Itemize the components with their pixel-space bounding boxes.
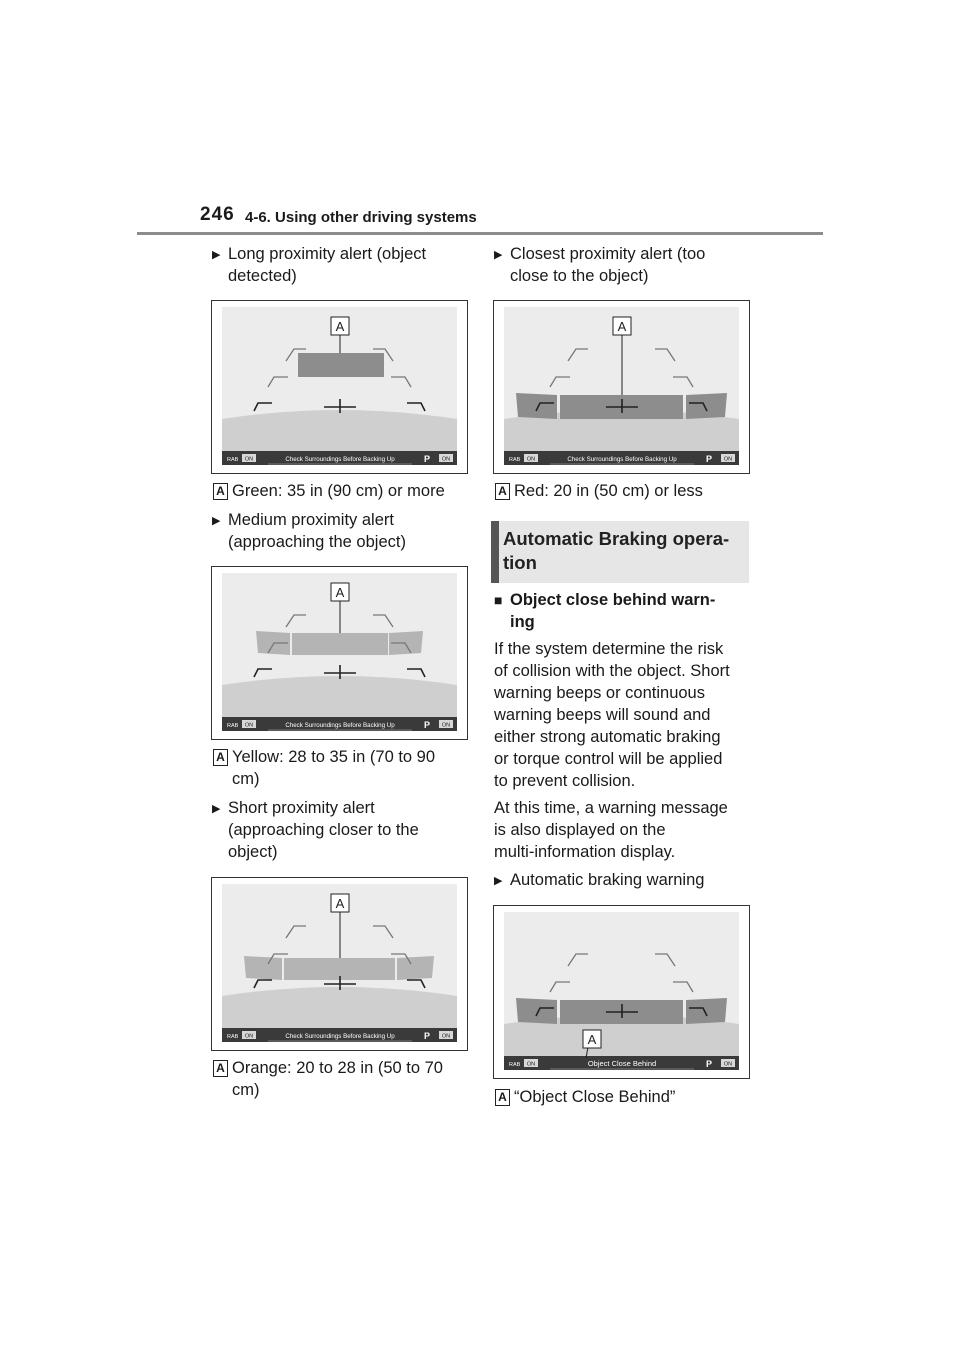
callout-label: A [587,1032,597,1047]
display-closest-proximity [493,300,750,474]
label-marker: A [213,1060,228,1077]
bullet-long-proximity: ▶ Long proximity alert (object detected) [212,245,427,285]
callout-label: A [335,319,345,334]
detection-bar-left [244,956,282,980]
detection-bar-left [516,998,557,1024]
park-on-label: ON [723,1061,733,1068]
paragraph-warning-message: At this time, a warning message is also displayed on the multi-information display. [494,799,728,861]
paragraph-risk: If the system determine the risk of collision with the object. Short warning beeps or continuous warning beeps will sound and either strong automatic braking or torque control will be applied to prevent collision. [494,640,730,790]
bullet-closest-proximity: ▶ Closest proximity alert (too close to the object) [494,245,706,285]
label-marker: A [495,1089,510,1106]
rab-label: RAB [509,1062,521,1068]
display-medium-proximity [211,566,468,740]
rab-on-label: ON [244,722,254,729]
status-message: Check Surroundings Before Backing Up [285,456,395,463]
display-short-proximity [211,877,468,1051]
detection-bar-right [686,998,727,1024]
section-title: 4-6. Using other driving systems [245,209,477,226]
detection-bar-left [516,393,557,419]
bullet-short-proximity: ▶ Short proximity alert (approaching closer to the object) [212,799,419,861]
bullet-medium-proximity: ▶ Medium proximity alert (approaching the object) [212,511,406,551]
label-yellow: A Yellow: 28 to 35 in (70 to 90 cm) [232,746,435,790]
label-object-close-behind: A “Object Close Behind” [514,1086,675,1108]
detection-bar-center [292,633,388,655]
display-long-proximity [211,300,468,474]
subheading-object-close-behind: ■ Object close behind warn- ing [494,591,716,631]
status-message: Check Surroundings Before Backing Up [285,722,395,729]
park-on-label: ON [723,456,733,463]
display-automatic-braking-warning [493,905,750,1079]
park-sensor-icon: P [706,1059,713,1069]
heading-automatic-braking: Automatic Braking opera- tion [491,521,749,583]
label-marker: A [213,483,228,500]
status-message: Check Surroundings Before Backing Up [285,1033,395,1040]
rab-label: RAB [227,723,239,729]
header-divider [137,232,823,235]
callout-label: A [335,896,345,911]
label-marker: A [495,483,510,500]
rab-label: RAB [227,1034,239,1040]
triangle-right-icon: ▶ [494,249,503,261]
rab-on-label: ON [244,456,254,463]
triangle-right-icon: ▶ [494,875,503,887]
detection-bar-right [686,393,727,419]
park-sensor-icon: P [424,1031,431,1041]
park-sensor-icon: P [424,720,431,730]
ground-band [222,987,457,1028]
detection-bar-right [397,956,434,980]
triangle-right-icon: ▶ [212,249,221,261]
square-icon: ■ [494,592,503,608]
park-on-label: ON [441,456,451,463]
ground-band [222,410,457,451]
status-message: Object Close Behind [587,1059,657,1068]
rab-label: RAB [509,457,521,463]
callout-label: A [335,585,345,600]
rab-on-label: ON [526,1061,536,1068]
park-sensor-icon: P [706,454,713,464]
page-number: 246 [200,204,235,225]
rab-label: RAB [227,457,239,463]
park-on-label: ON [441,722,451,729]
detection-bar-long [298,353,384,377]
label-marker: A [213,749,228,766]
label-green: A Green: 35 in (90 cm) or more [232,480,445,502]
label-orange: A Orange: 20 to 28 in (50 to 70 cm) [232,1057,443,1101]
park-on-label: ON [441,1033,451,1040]
bullet-automatic-braking-warning: ▶ Automatic braking warning [510,869,704,891]
triangle-right-icon: ▶ [212,515,221,527]
rab-on-label: ON [526,456,536,463]
callout-label: A [617,319,627,334]
rab-on-label: ON [244,1033,254,1040]
ground-band [222,676,457,717]
triangle-right-icon: ▶ [212,803,221,815]
status-message: Check Surroundings Before Backing Up [567,456,677,463]
park-sensor-icon: P [424,454,431,464]
label-red: A Red: 20 in (50 cm) or less [514,480,703,502]
